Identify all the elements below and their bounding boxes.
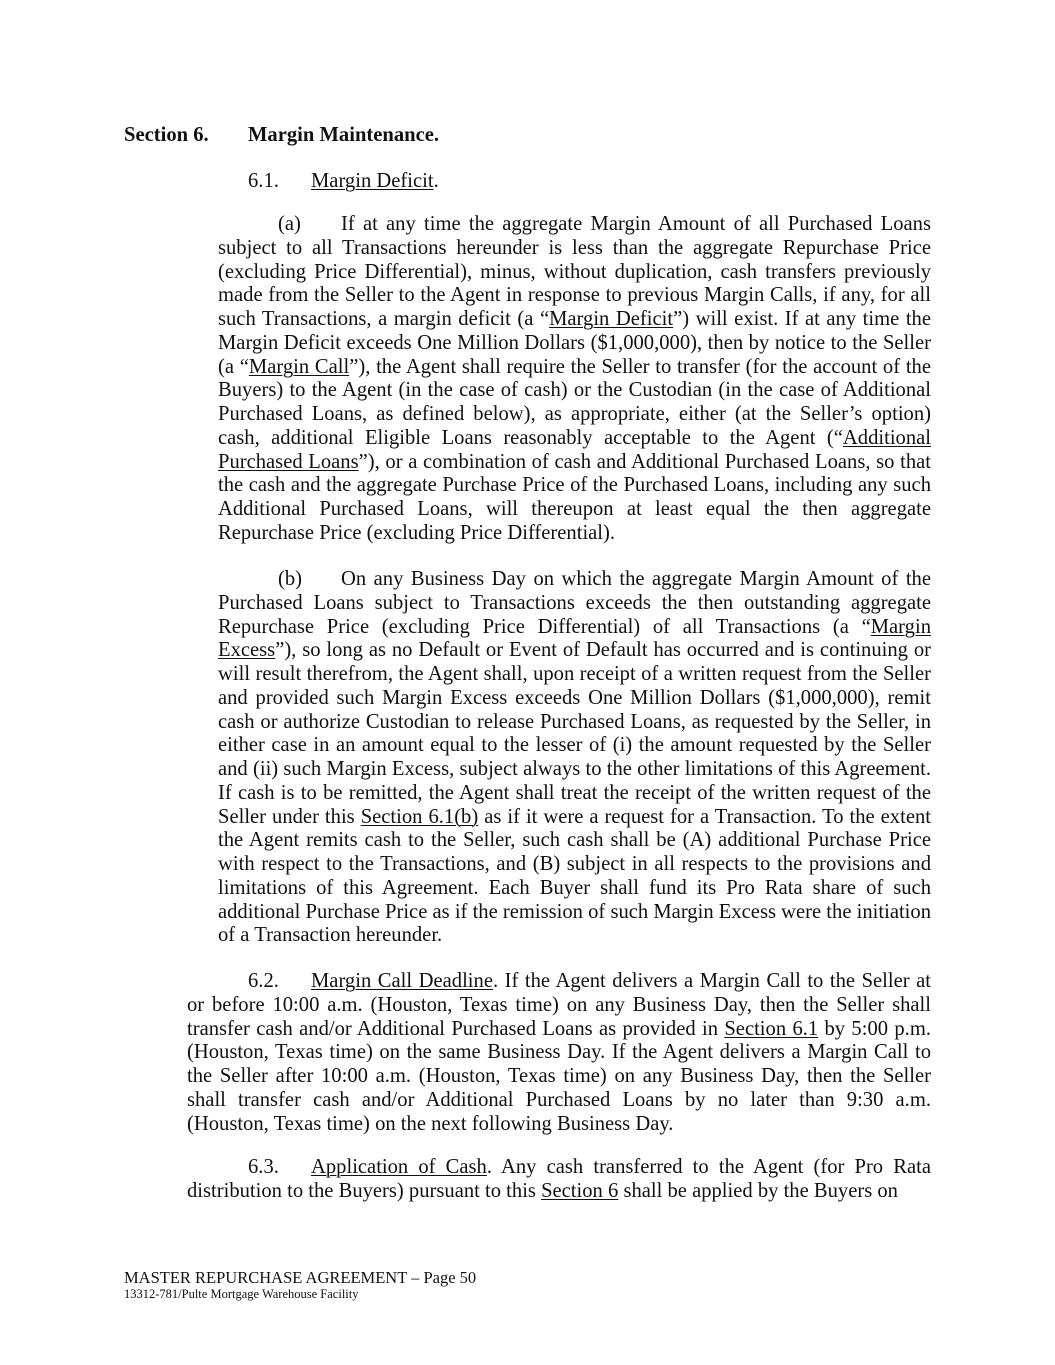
defined-term-reference: Margin Deficit <box>549 308 674 330</box>
paragraph-label: (b) <box>278 568 303 590</box>
text-run: by 5:00 p.m. (Houston, Texas time) on the same Business Day. If the Agent delivers a Margin Call to the Seller after 10:00 a.m. (Houston, Texas time) on any Business Day, then the Seller shall transfer cash and/or Additional Purchased Loans by no later than 9:30 a.m. (Houston, Texas time) on the next following Business Day. <box>187 1017 931 1135</box>
section-label: 6.2. <box>248 970 279 992</box>
section-6-3 <box>187 1156 931 1204</box>
section-label: 6.3. <box>248 1156 279 1178</box>
defined-term-reference: Section 6.1(b) <box>360 805 479 828</box>
section-6-2 <box>187 970 931 1136</box>
text-run: ”) will exist. If at any time the Margin Deficit exceeds One Million Dollars ($1,000,000), then by notice to the Seller (a “ <box>218 308 931 378</box>
text-run: On any Business Day on which the aggregate Margin Amount of the Purchased Loans subject to Transactions exceeds the then outstanding aggregate Repurchase Price (excluding Price Differential) of all Transactions (a “ <box>218 568 931 638</box>
text-run: ”), so long as no Default or Event of Default has occurred and is continuing or will result therefrom, the Agent shall, upon receipt of a written request from the Seller and provided such Margin Excess exceeds One Million Dollars ($1,000,000), remit cash or authorize Custodian to release Purchased Loans, as requested by the Seller, in either case in an amount equal to the lesser of (i) the amount requested by the Seller and (ii) such Margin Excess, subject always to the other limitations of this Agreement. If cash is to be remitted, the Agent shall treat the receipt of the written request of the Seller under this <box>218 639 931 828</box>
defined-term-reference: Margin Call Deadline <box>311 970 493 992</box>
paragraph-label: (a) <box>278 213 301 235</box>
section-title: Margin Maintenance. <box>248 124 440 146</box>
section-text <box>187 970 931 1135</box>
text-run: . If the Agent delivers a Margin Call to the Seller at or before 10:00 a.m. (Houston, Texas time) on any Business Day, then the Seller shall transfer cash and/or Additional Purchased Loans as provided in <box>187 970 931 1040</box>
footer-title: MASTER REPURCHASE AGREEMENT – Page 50 <box>124 1268 477 1287</box>
subsection-title: Margin Deficit <box>311 170 434 192</box>
footer-reference: 13312-781/Pulte Mortgage Warehouse Facility <box>124 1287 359 1301</box>
defined-term-reference: Application of Cash <box>311 1156 487 1178</box>
defined-term-reference: Additional Purchased Loans <box>218 426 931 473</box>
defined-term-reference: Section 6 <box>541 1179 619 1202</box>
text-run: If at any time the aggregate Margin Amount of all Purchased Loans subject to all Transactions hereunder is less than the aggregate Repurchase Price (excluding Price Differential), minus, without duplication, cash transfers previously made from the Seller to the Agent in response to previous Margin Calls, if any, for all such Transactions, a margin deficit (a “ <box>218 213 931 330</box>
paragraph-a <box>218 213 931 546</box>
paragraph-b <box>218 568 931 948</box>
section-heading <box>124 124 439 148</box>
subsection-number: 6.1. <box>248 170 279 192</box>
text-run: shall be applied by the Buyers on <box>618 1179 898 1202</box>
section-number: Section 6. <box>124 124 209 146</box>
text-run: as if it were a request for a Transaction. To the extent the Agent remits cash to the Seller, such cash shall be (A) additional Purchase Price with respect to the Transactions, and (B) subject in all respects to the provisions and limitations of this Agreement. Each Buyer shall fund its Pro Rata share of such additional Purchase Price as if the remission of such Margin Excess were the initiation of a Transaction hereunder. <box>218 805 931 947</box>
defined-term-reference: Margin Call <box>248 355 350 378</box>
text-run: . Any cash transferred to the Agent (for Pro Rata distribution to the Buyers) pursuant to this <box>187 1156 931 1202</box>
paragraph-text <box>218 213 931 544</box>
text-run: ”), the Agent shall require the Seller to transfer (for the account of the Buyers) to the Agent (in the case of cash) or the Custodian (in the case of Additional Purchased Loans, as defined below), as appropriate, either (at the Seller’s option) cash, additional Eligible Loans reasonably acceptable to the Agent (“ <box>218 355 931 449</box>
subsection-6-1-heading <box>248 170 439 194</box>
defined-term-reference: Margin Excess <box>218 615 931 662</box>
defined-term-reference: Section 6.1 <box>724 1017 819 1040</box>
paragraph-text <box>218 568 931 946</box>
text-run: ”), or a combination of cash and Additional Purchased Loans, so that the cash and the aggregate Purchase Price of the Purchased Loans, including any such Additional Purchased Loans, will thereupon at least equal the then aggregate Repurchase Price (excluding Price Differential). <box>218 450 931 544</box>
subsection-title-period: . <box>433 170 439 192</box>
